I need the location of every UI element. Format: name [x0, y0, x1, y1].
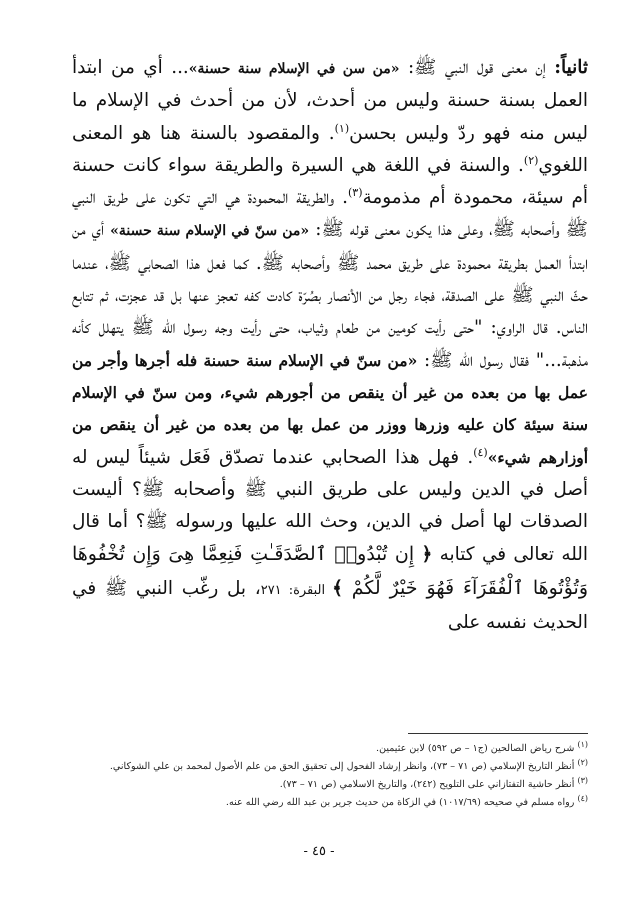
text-run: . والطريقة المحمودة هي التي تكون على طريق النبي ﷺ وأصحابه ﷺ، وعلى هذا يكون معنى قوله ﷺ: [72, 187, 588, 241]
text-run: . والمقصود بالسنة هنا هو المعنى اللغوي [72, 122, 588, 176]
footnote-text: رواه مسلم في صحيحه (١٠١٧/٦٩) في الزكاة من حديث جرير بن عبد الله رضي الله عنه. [225, 797, 575, 808]
hadith-block: «من سنّ في الإسلام سنة حسنة فله أجرها وأجر من عمل بها من بعده من غير أن ينقص من أجورهم شيء، ومن سنّ في الإسلام سنة سيئة كان عليه وزرها ووزر من عمل بها من بعده من غير أن ينقص من أوزارهم شيء» [72, 350, 588, 467]
hadith-quote: «من سنّ في الإسلام سنة حسنة» [110, 223, 310, 240]
text-run: ... أي من ابتدأ العمل بسنة حسنة وليس من أحدث، لأن من أحدث في الإسلام ما ليس منه فهو ردّ وليس بحسن [72, 57, 588, 144]
text-run: أي من ابتدأ العمل بطريقة محمودة على طريق محمد ﷺ وأصحابه ﷺ. كما فعل هذا الصحابي ﷺ، عندما حثّ النبي ﷺ على الصدقة، فجاء رجل من الأنصار بصُرّة كادت كفه تعجز عنها بل قد عجزت، ثم تتابع الناس. قال الراوي: "حتى رأيت كومين من طعام وثياب، حتى رأيت وجه رسول الله ﷺ يتهلل كأنه مذهبة..." فقال رسول الله ﷺ: [72, 219, 588, 371]
section-lead: ثانياً: [554, 57, 588, 78]
footnote-text: أنظر حاشية التفتازاني على التلويح (٢٤٢)، والتاريخ الاسلامي (ص ٧١ – ٧٣). [279, 779, 575, 790]
text-run: إن معنى قول النبي ﷺ: [399, 57, 555, 78]
text-run: ، بل رغّب النبي ﷺ في الحديث نفسه على [72, 577, 588, 634]
quran-verse: إِن تُبْدُوا۟ ٱلصَّدَقَـٰتِ فَنِعِمَّا هِىَ وَإِن تُخْفُوهَا وَتُؤْتُوهَا ٱلْفُقَرَآءَ فَهُوَ خَيْرٌ لَّكُمْ [72, 543, 589, 599]
footnotes [63, 740, 588, 812]
hadith-quote: «من سن في الإسلام سنة حسنة» [188, 61, 400, 77]
page-content [72, 52, 588, 639]
footnote-ref-1[interactable]: (١) [334, 121, 350, 135]
quran-open-brace: ﴿ [421, 544, 433, 566]
quran-close-brace: ﴾ [332, 577, 343, 599]
main-paragraph [72, 52, 588, 639]
footnote-number: (٢) [577, 758, 588, 767]
footnote-item [63, 758, 588, 776]
footnote-ref-4[interactable]: (٤) [473, 445, 488, 459]
footnote-number: (٣) [577, 776, 588, 785]
footnote-text: شرح رياض الصالحين (ج١ – ص ٥٩٢) لابن عثيمين. [376, 743, 575, 754]
quran-reference: البقرة: ٢٧١ [260, 582, 333, 598]
footnote-item [63, 794, 588, 812]
footnote-ref-2[interactable]: (٢) [523, 153, 539, 167]
footnote-ref-3[interactable]: (٣) [347, 186, 363, 200]
footnote-item [63, 776, 588, 794]
footnote-item [63, 740, 588, 758]
page-number: - ٤٥ - [303, 844, 335, 859]
footnote-text: أنظر التاريخ الإسلامي (ص ٧١ – ٧٣)، وانظر إرشاد الفحول إلى تحقيق الحق من علم الأصول لمحمد بن علي الشوكاني. [109, 761, 575, 772]
footnote-number: (١) [577, 740, 588, 749]
footnote-number: (٤) [577, 794, 588, 803]
text-run: . والسنة في اللغة هي السيرة والطريقة سواء كانت حسنة أم سيئة، محمودة أم مذمومة [72, 154, 588, 209]
footnote-divider [408, 733, 588, 734]
text-run: . فهل هذا الصحابي عندما تصدّق فَعَل شيئاً ليس له أصل في الدين وليس على طريق النبي ﷺ وأصحابه ﷺ؟ أليست الصدقات لها أصل في الدين، وحث الله عليها ورسوله ﷺ؟ أما قال الله تعالى في كتابه [72, 446, 588, 566]
